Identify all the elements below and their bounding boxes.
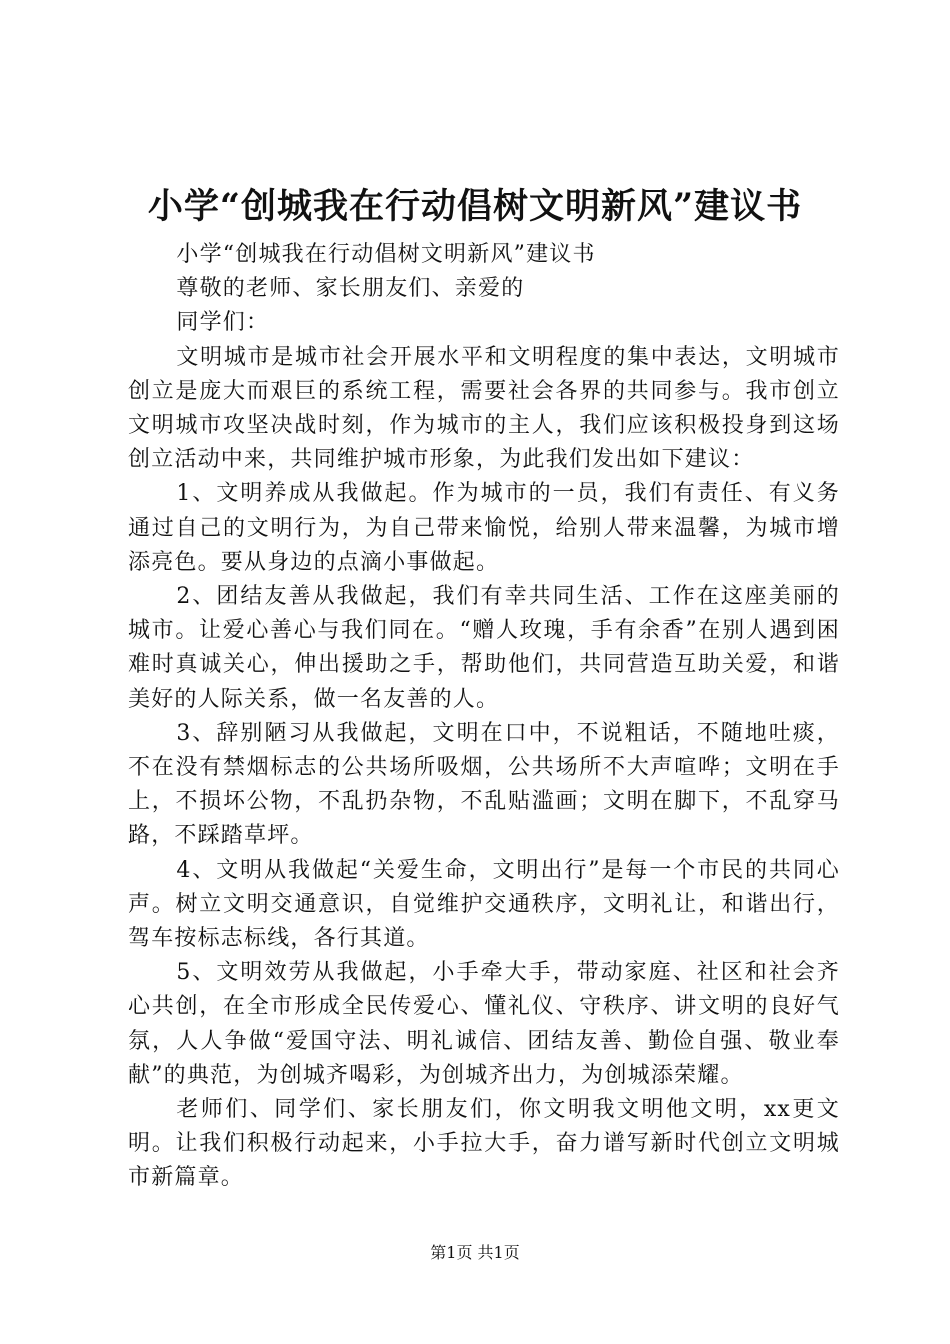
suggestion-4-paragraph: 4、文明从我做起“关爱生命，文明出行”是每一个市民的共同心声。树立文明交通意识，自觉维护交通秩序，文明礼让，和谐出行，驾车按标志标线，各行其道。 (128, 857, 840, 952)
intro-paragraph: 文明城市是城市社会开展水平和文明程度的集中表达，文明城市创立是庞大而艰巨的系统工程，需要社会各界的共同参与。我市创立文明城市攻坚决战时刻，作为城市的主人，我们应该积极投身到这场创立活动中来，共同维护城市形象，为此我们发出如下建议： (128, 344, 840, 473)
suggestion-1-paragraph: 1、文明养成从我做起。作为城市的一员，我们有责任、有义务通过自己的文明行为，为自己带来愉悦，给别人带来温馨，为城市增添亮色。要从身边的点滴小事做起。 (128, 481, 840, 575)
suggestion-2-paragraph: 2、团结友善从我做起，我们有幸共同生活、工作在这座美丽的城市。让爱心善心与我们同在。“赠人玫瑰，手有余香”在别人遇到困难时真诚关心，伸出援助之手，帮助他们，共同营造互助关爱，和谐美好的人际关系，做一名友善的人。 (128, 584, 840, 712)
salutation-paragraph: 尊敬的老师、家长朋友们、亲爱的 (176, 276, 525, 302)
suggestion-5-paragraph: 5、文明效劳从我做起，小手牵大手，带动家庭、社区和社会齐心共创，在全市形成全民传爱心、懂礼仪、守秩序、讲文明的良好气氛，人人争做“爱国守法、明礼诚信、团结友善、勤俭自强、敬业奉献”的典范，为创城齐喝彩，为创城齐出力，为创城添荣耀。 (128, 960, 840, 1088)
closing-paragraph: 老师们、同学们、家长朋友们，你文明我文明他文明，xx更文明。让我们积极行动起来，小手拉大手，奋力谱写新时代创立文明城市新篇章。 (128, 1097, 840, 1191)
salutation-continuation: 同学们： (176, 310, 270, 336)
document-title: 小学“创城我在行动倡树文明新风”建议书 (147, 186, 803, 227)
subtitle-paragraph: 小学“创城我在行动倡树文明新风”建议书 (176, 242, 596, 267)
page-footer: 第1页 共1页 (430, 1243, 520, 1262)
document-body (128, 238, 840, 1196)
suggestion-3-paragraph: 3、辞别陋习从我做起，文明在口中，不说粗话，不随地吐痰，不在没有禁烟标志的公共场所吸烟，公共场所不大声喧哗；文明在手上，不损坏公物，不乱扔杂物，不乱贴滥画；文明在脚下，不乱穿马路，不踩踏草坪。 (128, 720, 840, 849)
